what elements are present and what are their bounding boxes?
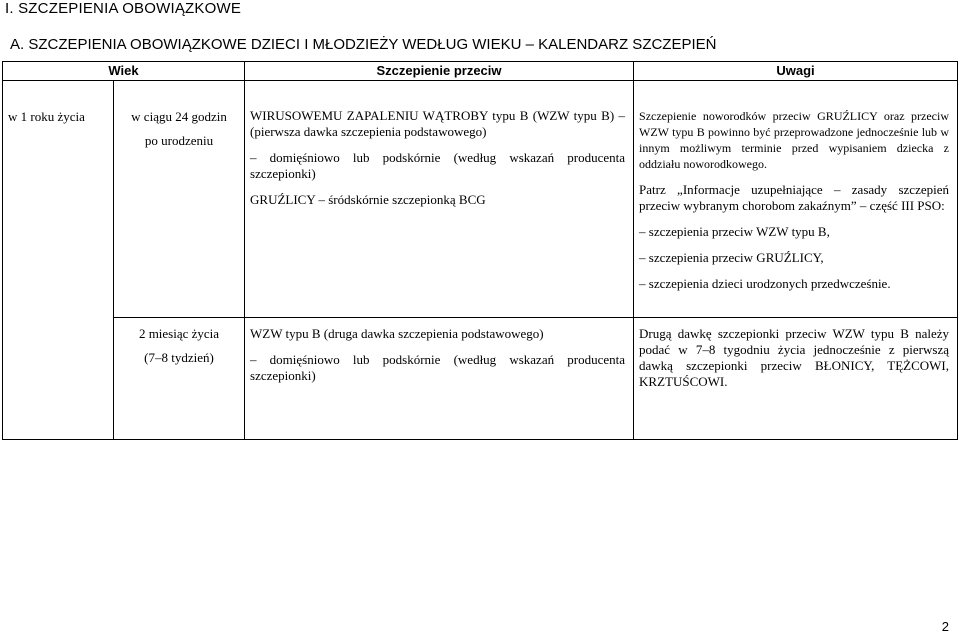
age-cell [114, 318, 245, 440]
age-cell [114, 81, 245, 318]
header-vaccine: Szczepienie przeciw [245, 62, 634, 81]
notes-cell [634, 318, 958, 440]
note-text: Patrz „Informacje uzupełniające – zasady szczepień przeciw wybranym chorobom zakaźnym” – część III PSO: [639, 182, 950, 213]
age-line: po urodzeniu [144, 133, 214, 148]
vaccine-text: WIRUSOWEMU ZAPALENIU WĄTROBY typu B (WZW typu B) – (pierwsza dawka szczepienia podstawowego) [250, 108, 626, 139]
vaccine-cell [245, 318, 634, 440]
section-title: I. SZCZEPIENIA OBOWIĄZKOWE [5, 0, 242, 17]
subsection-title: A. SZCZEPIENIA OBOWIĄZKOWE DZIECI I MŁODZIEŻY WEDŁUG WIEKU – KALENDARZ SZCZEPIEŃ [10, 36, 717, 53]
age-line: w ciągu 24 godzin [131, 109, 227, 124]
vaccination-schedule-table [2, 61, 958, 440]
note-text: Drugą dawkę szczepionki przeciw WZW typu B należy podać w 7–8 tygodniu życia jednocześnie z pierwszą dawką szczepionki przeciw BŁONICY, TĘŻCOWI, KRZTUŚCOWI. [639, 326, 950, 389]
header-notes: Uwagi [634, 62, 958, 81]
page-number: 2 [941, 619, 949, 634]
age-group-label: w 1 roku życia [8, 109, 85, 124]
note-text: – szczepienia przeciw WZW typu B, [639, 224, 830, 239]
vaccine-cell [245, 81, 634, 318]
header-age: Wiek [3, 62, 245, 81]
table-row [3, 81, 958, 318]
vaccine-text: WZW typu B (druga dawka szczepienia podstawowego) [250, 326, 544, 341]
table-row [3, 318, 958, 440]
age-line: (7–8 tydzień) [144, 350, 214, 365]
vaccine-text: – domięśniowo lub podskórnie (według wskazań producenta szczepionki) [250, 352, 626, 383]
note-text: – szczepienia dzieci urodzonych przedwcześnie. [639, 276, 891, 291]
notes-cell [634, 81, 958, 318]
vaccine-text: – domięśniowo lub podskórnie (według wskazań producenta szczepionki) [250, 150, 626, 181]
age-group-cell [3, 81, 114, 440]
note-text: – szczepienia przeciw GRUŹLICY, [639, 250, 824, 265]
table-header-row [3, 62, 958, 81]
age-line: 2 miesiąc życia [138, 326, 220, 341]
note-text: Szczepienie noworodków przeciw GRUŹLICY oraz przeciw WZW typu B powinno być przeprowadzone jednocześnie lub w innym możliwym terminie przed wypisaniem dziecka z oddziału noworodkowego. [639, 109, 950, 171]
vaccine-text: GRUŹLICY – śródskórnie szczepionką BCG [250, 192, 486, 207]
